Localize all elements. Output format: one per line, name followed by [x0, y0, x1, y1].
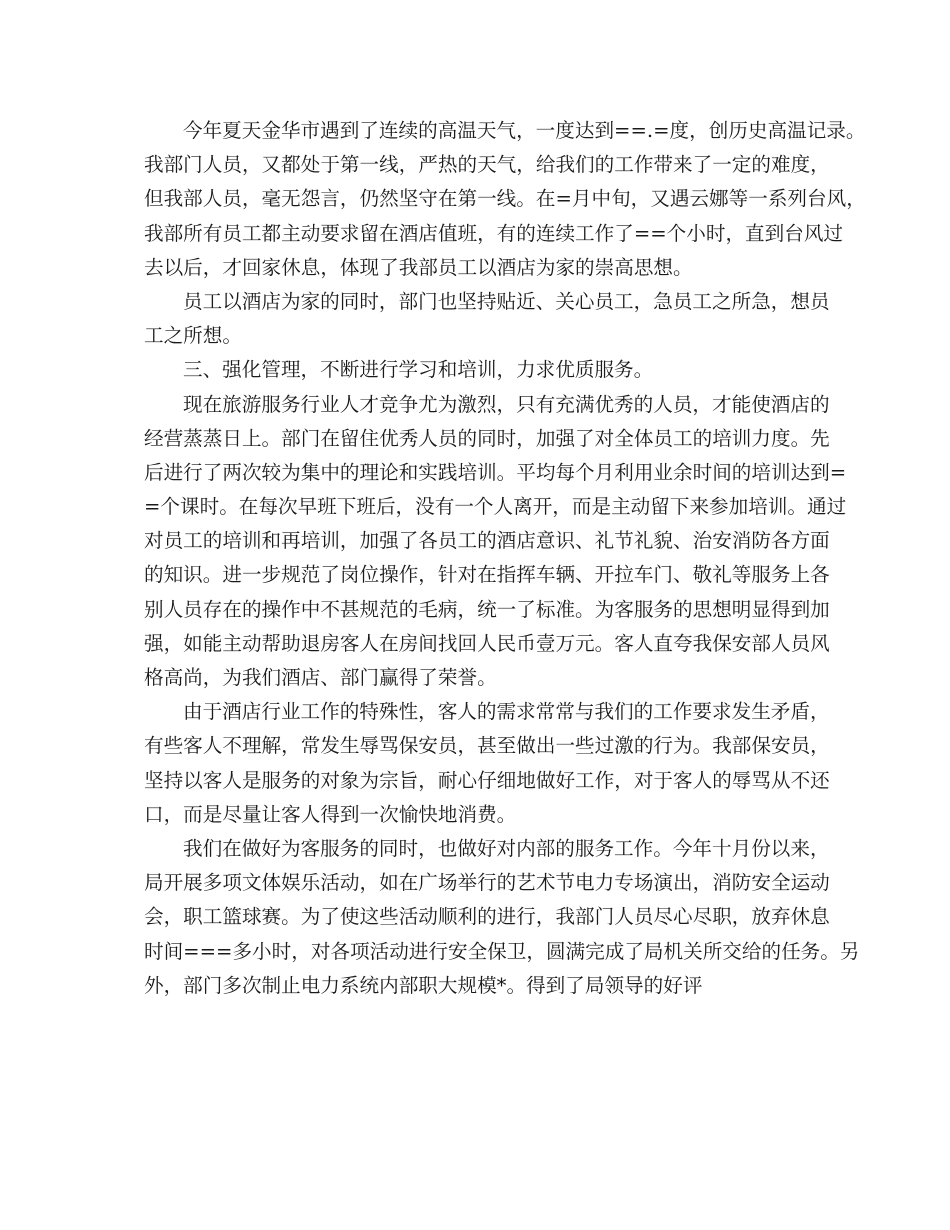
text-line: 工之所想。 — [144, 324, 242, 348]
text-line: 今年夏天金华市遇到了连续的高温天气，一度达到==.=度，创历史高温记录。 — [183, 119, 866, 142]
text-line: 别人员存在的操作中不甚规范的毛病，统一了标准。为客服务的思想明显得到加 — [144, 597, 830, 621]
text-line: 后进行了两次较为集中的理论和实践培训。平均每个月利用业余时间的培训达到= — [144, 460, 847, 484]
text-line: 我部所有员工都主动要求留在酒店值班，有的连续工作了==个小时，直到台风过 — [144, 221, 844, 245]
text-line: 口，而是尽量让客人得到一次愉快地消费。 — [144, 802, 517, 826]
text-line: 坚持以客人是服务的对象为宗旨，耐心仔细地做好工作，对于客人的辱骂从不还 — [144, 768, 830, 792]
text-line: 由于酒店行业工作的特殊性，客人的需求常常与我们的工作要求发生矛盾， — [183, 700, 830, 724]
text-line: 格高尚，为我们酒店、部门赢得了荣誉。 — [144, 666, 497, 689]
text-line: 员工以酒店为家的同时，部门也坚持贴近、关心员工，急员工之所急，想员 — [183, 289, 830, 313]
text-line: 强，如能主动帮助退房客人在房间找回人民币壹万元。客人直夸我保安部人员风 — [144, 631, 830, 655]
text-line: =个课时。在每次早班下班后，没有一个人离开，而是主动留下来参加培训。通过 — [144, 495, 847, 519]
text-line: 会，职工篮球赛。为了使这些活动顺利的进行，我部门人员尽心尽职，放弃休息 — [144, 905, 830, 929]
text-line: 经营蒸蒸日上。部门在留住优秀人员的同时，加强了对全体员工的培训力度。先 — [144, 426, 830, 450]
text-line: 时间===多小时，对各项活动进行安全保卫，圆满完成了局机关所交给的任务。另 — [144, 939, 860, 963]
text-line: 我们在做好为客服务的同时，也做好对内部的服务工作。今年十月份以来， — [183, 836, 830, 860]
text-line: 局开展多项文体娱乐活动，如在广场举行的艺术节电力专场演出，消防安全运动 — [144, 871, 830, 895]
text-line: 但我部人员，毫无怨言，仍然坚守在第一线。在=月中旬，又遇云娜等一系列台风， — [144, 187, 866, 211]
text-line: 外，部门多次制止电力系统内部职大规模*。得到了局领导的好评 — [144, 973, 703, 997]
text-line: 有些客人不理解，常发生辱骂保安员，甚至做出一些过激的行为。我部保安员， — [144, 734, 830, 758]
text-line: 去以后，才回家休息，体现了我部员工以酒店为家的崇高思想。 — [144, 255, 693, 279]
text-line: 现在旅游服务行业人才竞争尤为激烈，只有充满优秀的人员，才能使酒店的 — [183, 392, 830, 416]
text-line: 三、强化管理，不断进行学习和培训，力求优质服务。 — [183, 358, 654, 382]
text-line: 对员工的培训和再培训，加强了各员工的酒店意识、礼节礼貌、治安消防各方面 — [144, 529, 830, 553]
text-line: 我部门人员，又都处于第一线，严热的天气，给我们的工作带来了一定的难度， — [144, 153, 830, 177]
document-body — [144, 114, 866, 1003]
text-line: 的知识。进一步规范了岗位操作，针对在指挥车辆、开拉车门、敬礼等服务上各 — [144, 563, 830, 587]
